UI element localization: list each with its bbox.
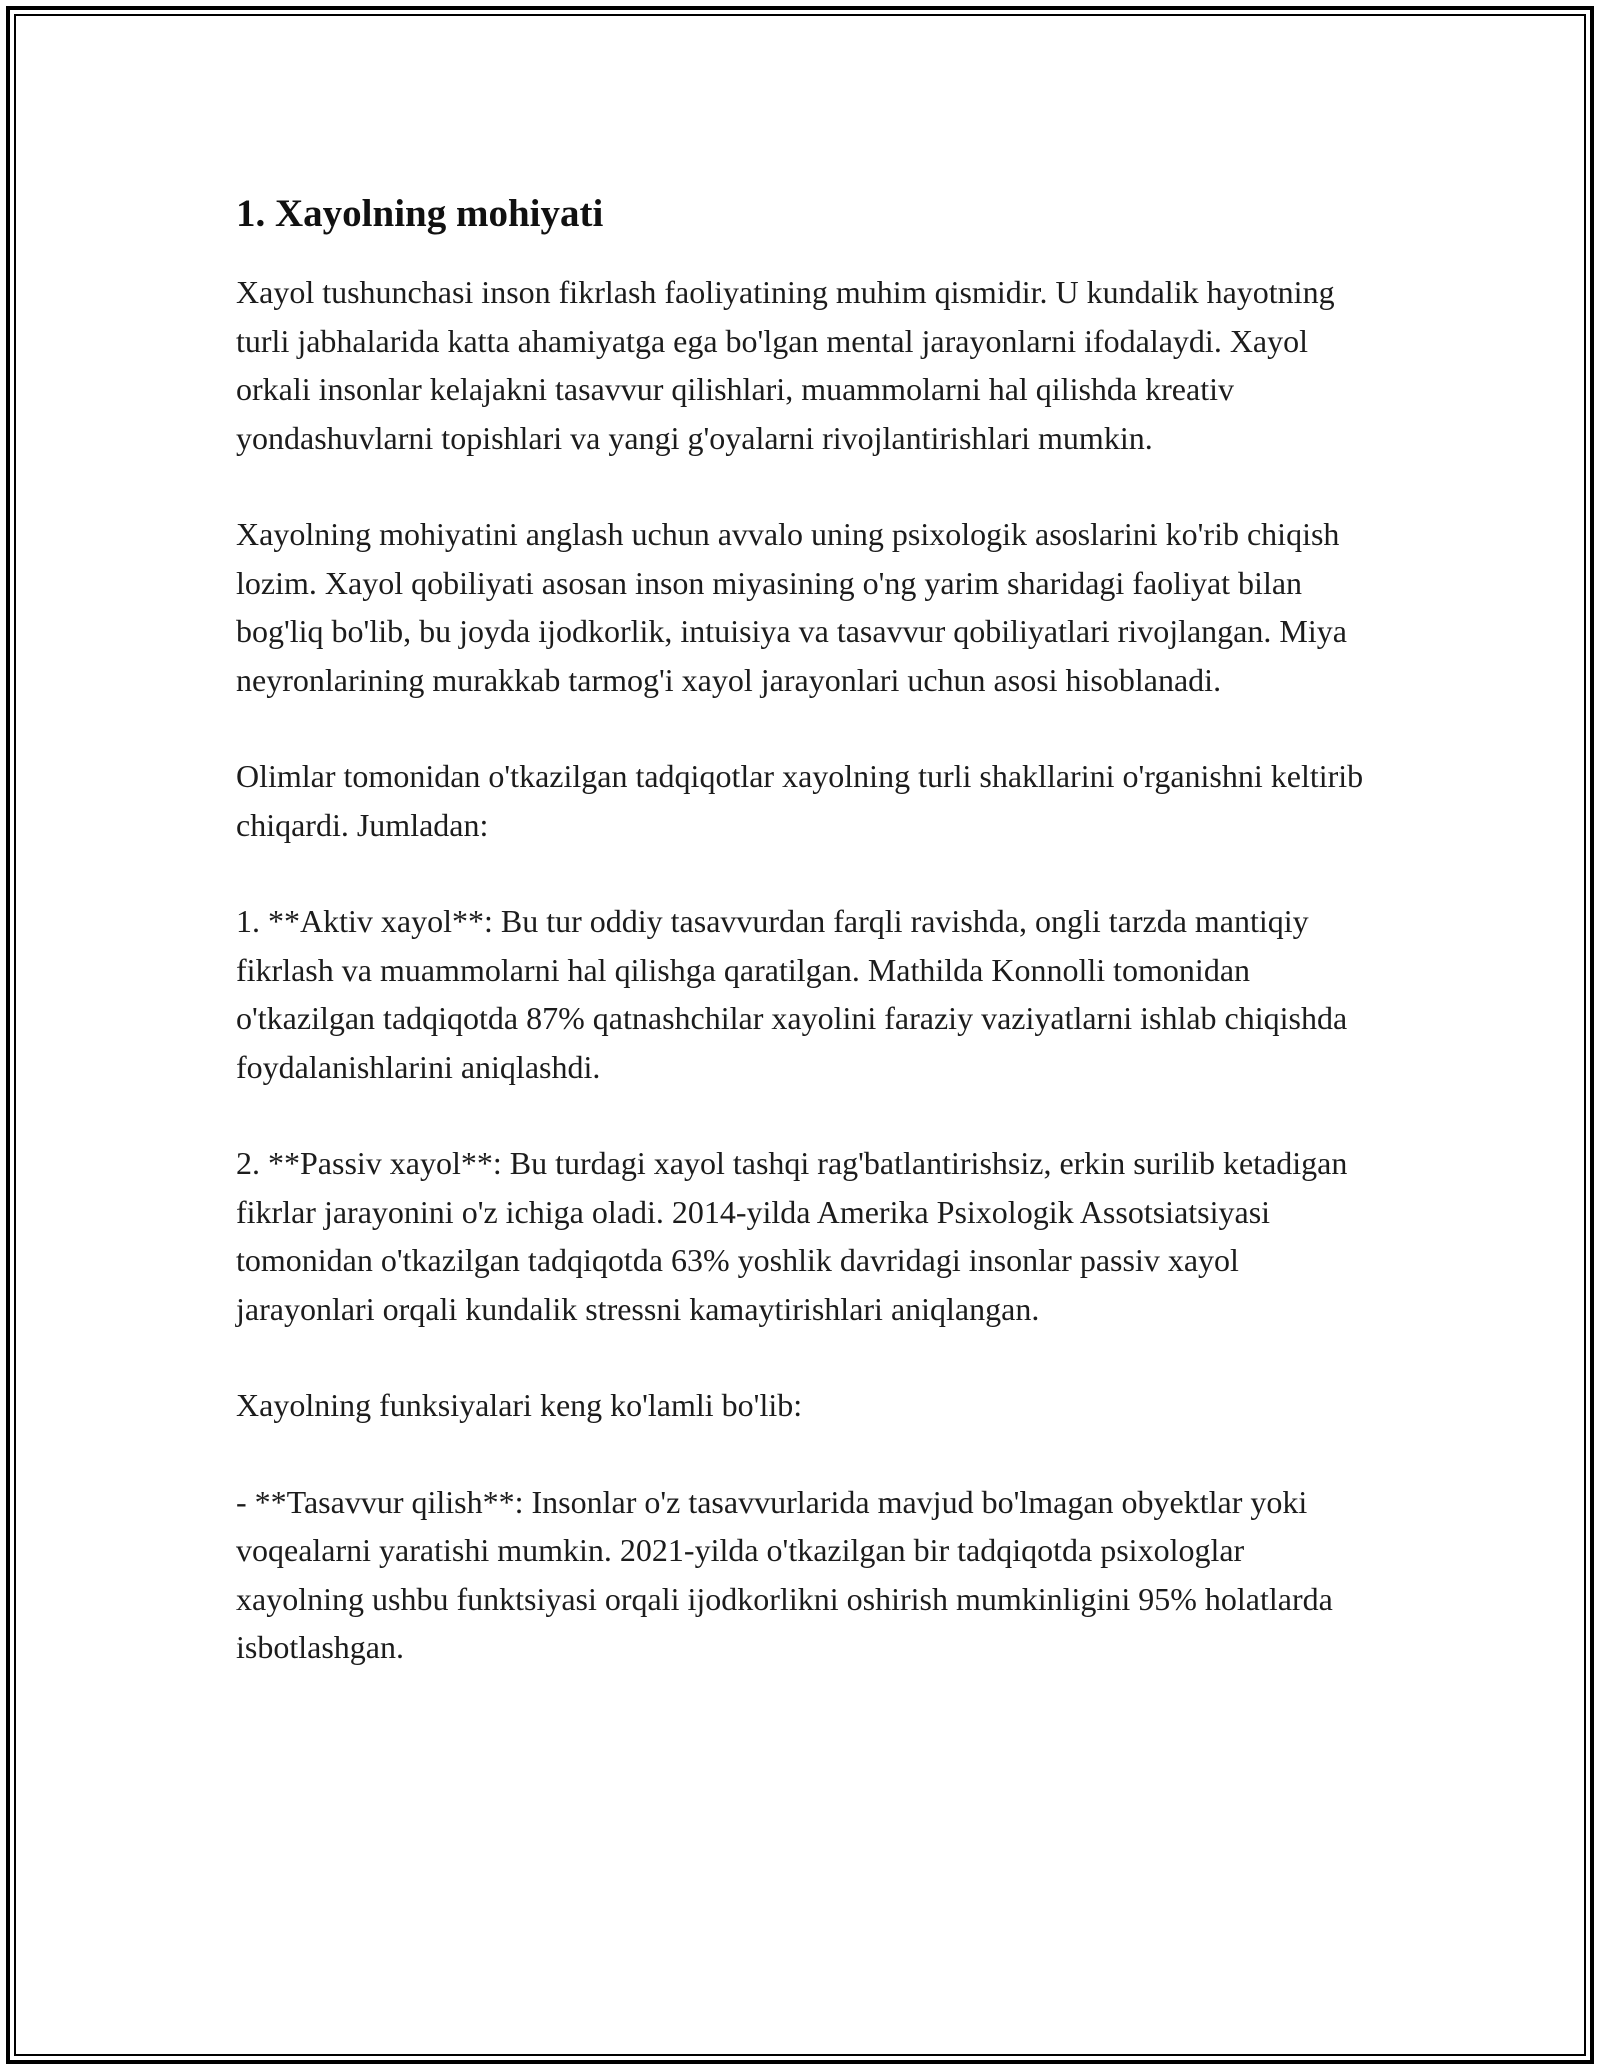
paragraph-functions: Xayolning funksiyalari keng ko'lamli bo'lib: xyxy=(236,1387,803,1423)
list-item-active-imagination: 1. **Aktiv xayol**: Bu tur oddiy tasavvurdan farqli ravishda, ongli tarzda mantiqiy fikrlash va muammolarni hal qilishga qaratilgan. Mathilda Konnolli tomonidan o'tkazilgan tadqiqotda 87% qatnashchilar xayolini faraziy vaziyatlarni ishlab chiqishda foydalanishlarini aniqlashdi. xyxy=(236,903,1348,1085)
list-item-passive-imagination: 2. **Passiv xayol**: Bu turdagi xayol tashqi rag'batlantirishsiz, erkin surilib ketadigan fikrlar jarayonini o'z ichiga oladi. 2014-yilda Amerika Psixologik Assotsiatsiyasi tomonidan o'tkazilgan tadqiqotda 63% yoshlik davridagi insonlar passiv xayol jarayonlari orqali kundalik stressni kamaytirishlari aniqlangan. xyxy=(236,1145,1348,1327)
list-item-imagining: - **Tasavvur qilish**: Insonlar o'z tasavvurlarida mavjud bo'lmagan obyektlar yoki voqealarni yaratishi mumkin. 2021-yilda o'tkazilgan bir tadqiqotda psixologlar xayolning ushbu funktsiyasi orqali ijodkorlikni oshirish mumkinligini 95% holatlarda isbotlashgan. xyxy=(236,1483,1333,1665)
paragraph-intro: Xayol tushunchasi inson fikrlash faoliyatining muhim qismidir. U kundalik hayotning turli jabhalarida katta ahamiyatga ega bo'lgan mental jarayonlarni ifodalaydi. Xayol orkali insonlar kelajakni tasavvur qilishlari, muammolarni hal qilishda kreativ yondashuvlarni topishlari va yangi g'oyalarni rivojlantirishlari mumkin. xyxy=(236,274,1335,456)
paragraph-psychological-basis: Xayolning mohiyatini anglash uchun avvalo uning psixologik asoslarini ko'rib chiqish lozim. Xayol qobiliyati asosan inson miyasining o'ng yarim sharidagi faoliyat bilan bog'liq bo'lib, bu joyda ijodkorlik, intuisiya va tasavvur qobiliyatlari rivojlangan. Miya neyronlarining murakkab tarmog'i xayol jarayonlari uchun asosi hisoblanadi. xyxy=(236,516,1347,698)
section-title: 1. Xayolning mohiyati xyxy=(236,192,604,235)
document-body xyxy=(236,186,1366,1720)
paragraph-research-forms: Olimlar tomonidan o'tkazilgan tadqiqotlar xayolning turli shakllarini o'rganishni keltirib chiqardi. Jumladan: xyxy=(236,758,1364,843)
